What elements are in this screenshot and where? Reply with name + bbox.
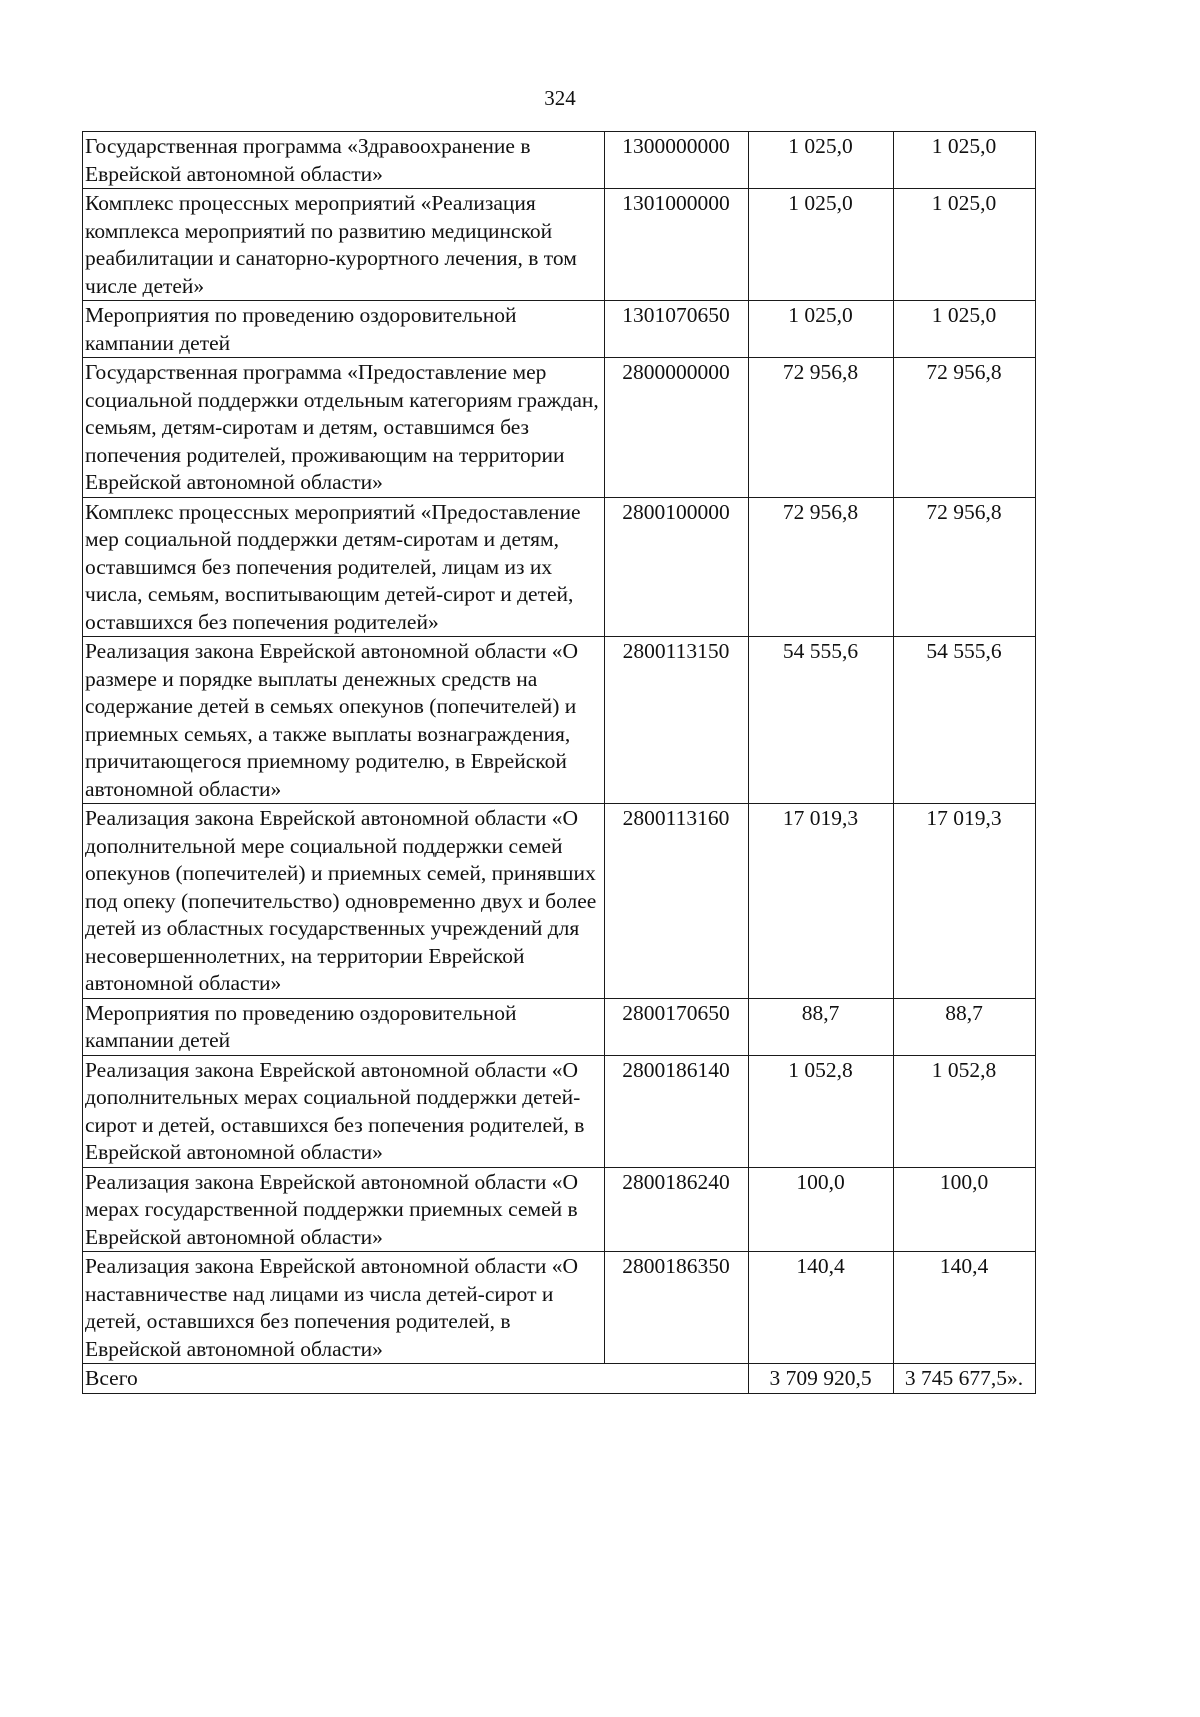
- row-name: Реализация закона Еврейской автономной области «О дополнительной мере социальной поддержки семей опекунов (попечителей) и приемных семей, принявших под опеку (попечительство) одновременно двух и более детей из областных государственных учреждений для несовершеннолетних, на территории Еврейской автономной области»: [83, 804, 605, 999]
- row-name: Комплекс процессных мероприятий «Реализация комплекса мероприятий по развитию медицинской реабилитации и санаторно-курортного лечения, в том числе детей»: [83, 189, 605, 301]
- row-code: 2800113150: [605, 637, 749, 804]
- row-value-2: 140,4: [894, 1252, 1036, 1364]
- row-value-2: 100,0: [894, 1167, 1036, 1252]
- table-row: [83, 1167, 1036, 1252]
- row-code: 2800186140: [605, 1055, 749, 1167]
- row-name: Реализация закона Еврейской автономной области «О наставничестве над лицами из числа детей-сирот и детей, оставшихся без попечения родителей, в Еврейской автономной области»: [83, 1252, 605, 1364]
- row-value-1: 54 555,6: [749, 637, 894, 804]
- row-code: 2800100000: [605, 497, 749, 637]
- row-value-2: 88,7: [894, 998, 1036, 1055]
- total-value-1: 3 709 920,5: [749, 1364, 894, 1394]
- row-value-2: 1 025,0: [894, 189, 1036, 301]
- row-value-1: 1 025,0: [749, 189, 894, 301]
- row-value-2: 17 019,3: [894, 804, 1036, 999]
- row-code: 2800113160: [605, 804, 749, 999]
- table-row: [83, 358, 1036, 498]
- row-code: 2800186240: [605, 1167, 749, 1252]
- row-name: Реализация закона Еврейской автономной области «О размере и порядке выплаты денежных средств на содержание детей в семьях опекунов (попечителей) и приемных семьях, а также выплаты вознаграждения, причитающегося приемному родителю, в Еврейской автономной области»: [83, 637, 605, 804]
- row-value-1: 1 052,8: [749, 1055, 894, 1167]
- row-name: Государственная программа «Здравоохранение в Еврейской автономной области»: [83, 132, 605, 189]
- row-value-1: 72 956,8: [749, 358, 894, 498]
- row-code: 1300000000: [605, 132, 749, 189]
- row-value-1: 1 025,0: [749, 301, 894, 358]
- row-name: Реализация закона Еврейской автономной области «О мерах государственной поддержки приемных семей в Еврейской автономной области»: [83, 1167, 605, 1252]
- row-code: 1301070650: [605, 301, 749, 358]
- table-row: [83, 637, 1036, 804]
- row-value-1: 88,7: [749, 998, 894, 1055]
- table-row: [83, 301, 1036, 358]
- total-row: [83, 1364, 1036, 1394]
- table-row: [83, 497, 1036, 637]
- table-row: [83, 1252, 1036, 1364]
- row-value-1: 72 956,8: [749, 497, 894, 637]
- row-value-1: 17 019,3: [749, 804, 894, 999]
- row-name: Комплекс процессных мероприятий «Предоставление мер социальной поддержки детям-сиротам и детям, оставшимся без попечения родителей, лицам из их числа, семьям, воспитывающим детей-сирот и детей, оставшихся без попечения родителей»: [83, 497, 605, 637]
- table-row: [83, 189, 1036, 301]
- row-code: 2800186350: [605, 1252, 749, 1364]
- row-name: Государственная программа «Предоставление мер социальной поддержки отдельным категориям граждан, семьям, детям-сиротам и детям, оставшимся без попечения родителей, проживающим на территории Еврейской автономной области»: [83, 358, 605, 498]
- row-value-2: 54 555,6: [894, 637, 1036, 804]
- table-row: [83, 1055, 1036, 1167]
- table-row: [83, 998, 1036, 1055]
- row-code: 1301000000: [605, 189, 749, 301]
- row-value-1: 100,0: [749, 1167, 894, 1252]
- row-code: 2800000000: [605, 358, 749, 498]
- row-value-2: 72 956,8: [894, 497, 1036, 637]
- row-value-2: 1 025,0: [894, 132, 1036, 189]
- row-name: Реализация закона Еврейской автономной области «О дополнительных мерах социальной поддержки детей-сирот и детей, оставшихся без попечения родителей, в Еврейской автономной области»: [83, 1055, 605, 1167]
- row-value-2: 1 025,0: [894, 301, 1036, 358]
- page-number: 324: [544, 86, 576, 110]
- row-value-2: 1 052,8: [894, 1055, 1036, 1167]
- row-value-2: 72 956,8: [894, 358, 1036, 498]
- row-code: 2800170650: [605, 998, 749, 1055]
- total-label: Всего: [83, 1364, 749, 1394]
- table-row: [83, 804, 1036, 999]
- row-value-1: 140,4: [749, 1252, 894, 1364]
- row-value-1: 1 025,0: [749, 132, 894, 189]
- total-value-2: 3 745 677,5».: [894, 1364, 1036, 1394]
- row-name: Мероприятия по проведению оздоровительной кампании детей: [83, 301, 605, 358]
- table-row: [83, 132, 1036, 189]
- row-name: Мероприятия по проведению оздоровительной кампании детей: [83, 998, 605, 1055]
- budget-table: [82, 131, 1036, 1394]
